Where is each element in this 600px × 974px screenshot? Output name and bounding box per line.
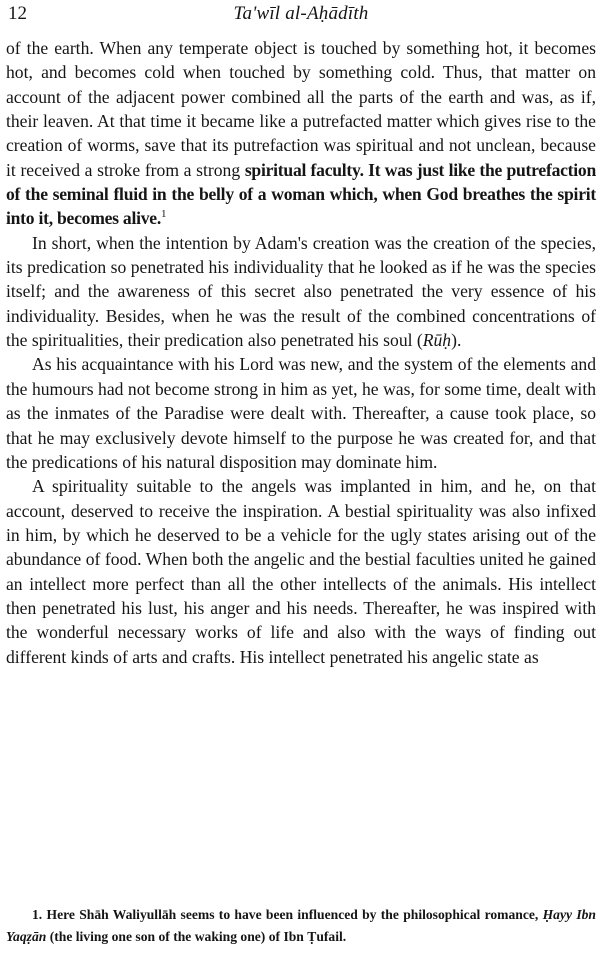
footnote-text: 1. Here Shāh Waliyullāh seems to have been influenced by the philosophical romance, [32, 907, 539, 922]
running-title: Ta'wīl al-Aḥādīth [233, 3, 369, 24]
paragraph-2-text: In short, when the intention by Adam's creation was the creation of the species, its predication so penetrated his individuality that he looked as if he was the species itself; and the awareness of this secret also penetrated the very essence of his individuality. Besides, when he was the result of the combined concentrations of the spiritualities, their predication also penetrated his soul ( [6, 232, 596, 351]
footnote [6, 904, 596, 948]
paragraph-2 [6, 231, 596, 353]
paragraph-1 [6, 36, 596, 231]
paragraph-2-term: Rūḥ [422, 330, 452, 351]
paragraph-4: A spirituality suitable to the angels was implanted in him, and he, on that account, deserved to receive the inspiration. A bestial spirituality was also infixed in him, by which he deserved to be a vehicle for the ugly states arising out of the abundance of food. When both the angelic and the bestial faculties united he gained an intellect more perfect than all the other intellects of the animals. His intellect then penetrated his lust, his anger and his needs. Thereafter, he was inspired with the wonderful necessary works of life and also with the ways of finding out different kinds of arts and crafts. His intellect penetrated his angelic state as [6, 476, 596, 667]
page-number: 12 [8, 3, 27, 24]
footnote-book-title: Ḥayy Ibn Yaqẓān [6, 907, 596, 944]
footnote-reference: 1 [161, 208, 167, 221]
body-text [6, 36, 596, 669]
paragraph-3: As his acquaintance with his Lord was new, and the system of the elements and the humours had not become strong in him as yet, he was, for some time, dealt with as the inmates of the Paradise were dealt with. Thereafter, a cause took place, so that he may exclusively devote himself to the purpose he was created for, and that the predications of his natural disposition may dominate him. [6, 354, 596, 472]
paragraph-2-end: ). [451, 330, 462, 351]
paragraph-1-bold-text: spiritual faculty. It was just like the putrefaction of the seminal fluid in the belly of a woman which, when God breathes the spirit into it, becomes alive. [6, 159, 596, 229]
running-head [6, 0, 596, 36]
footnote-text-end: (the living one son of the waking one) of Ibn Ṭufail. [49, 929, 347, 944]
paragraph-1-text: of the earth. When any temperate object is touched by something hot, it becomes hot, and becomes cold when touched by something cold. Thus, that matter on account of the adjacent power combined all the parts of the earth and was, as if, their leaven. At that time it became like a putrefacted matter which gives rise to the creation of worms, save that its putrefaction was spiritual and not unclean, because it received a stroke from a strong [6, 38, 596, 180]
